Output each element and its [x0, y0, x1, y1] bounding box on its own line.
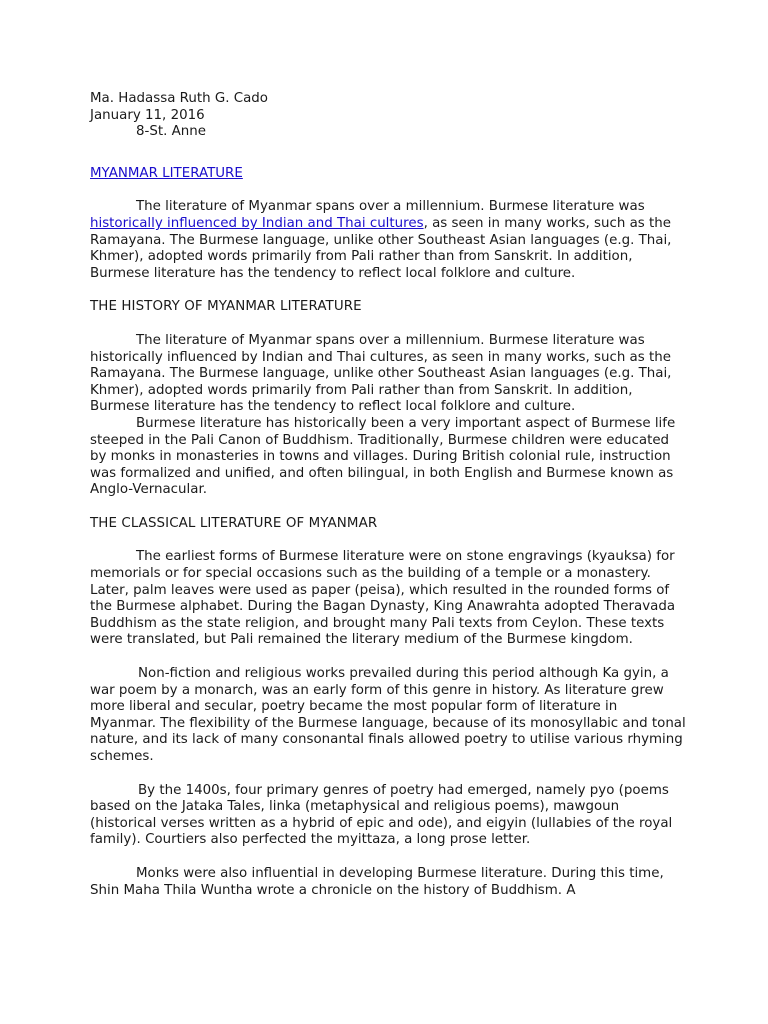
history-paragraph-1: The literature of Myanmar spans over a millennium. Burmese literature was historically influenced by Indian and Thai cultures, as seen in many works, such as the Ramayana. The Burmese language, unlike other Southeast Asian languages (e.g. Thai, Khmer), adopted words primarily from Pali rather than from Sanskrit. In addition, Burmese literature has the tendency to reflect local folklore and culture. [90, 332, 672, 415]
classical-heading: THE CLASSICAL LITERATURE OF MYANMAR [90, 515, 378, 531]
document-title-link[interactable]: MYANMAR LITERATURE [90, 165, 243, 181]
document-date: January 11, 2016 [90, 107, 205, 123]
intro-paragraph [90, 199, 686, 282]
intro-text-2: , as seen in many works, such as the Ramayana. The Burmese language, unlike other Southeast Asian languages (e.g. Thai, Khmer), adopted words primarily from Pali rather than from Sanskrit. In addition, Burmese literature has the tendency to reflect local folklore and culture. [90, 215, 672, 281]
header-block [90, 91, 686, 141]
cultures-link[interactable]: historically influenced by Indian and Thai cultures [90, 215, 424, 231]
class-section: 8-St. Anne [136, 124, 206, 140]
classical-paragraph-1: The earliest forms of Burmese literature were on stone engravings (kyauksa) for memorials or for special occasions such as the building of a temple or a monastery. Later, palm leaves were used as paper (peisa), which resulted in the rounded forms of the Burmese alphabet. During the Bagan Dynasty, King Anawrahta adopted Theravada Buddhism as the state religion, and brought many Pali texts from Ceylon. These texts were translated, but Pali remained the literary medium of the Burmese kingdom. [90, 549, 676, 648]
history-heading: THE HISTORY OF MYANMAR LITERATURE [90, 299, 362, 315]
classical-paragraph-2: Non-fiction and religious works prevailed during this period although Ka gyin, a war poem by a monarch, was an early form of this genre in history. As literature grew more liberal and secular, poetry became the most popular form of literature in Myanmar. The flexibility of the Burmese language, because of its monosyllabic and tonal nature, and its lack of many consonantal finals allowed poetry to utilise various rhyming schemes. [90, 666, 686, 764]
classical-paragraph-3: By the 1400s, four primary genres of poetry had emerged, namely pyo (poems based on the Jataka Tales, linka (metaphysical and religious poems), mawgoun (historical verses written as a hybrid of epic and ode), and eigyin (lullabies of the royal family). Courtiers also perfected the myittaza, a long prose letter. [90, 782, 673, 848]
author-name: Ma. Hadassa Ruth G. Cado [90, 91, 268, 106]
intro-text-1: The literature of Myanmar spans over a millennium. Burmese literature was [136, 199, 645, 215]
document-page [90, 91, 686, 899]
history-paragraph-2: Burmese literature has historically been a very important aspect of Burmese life steeped in the Pali Canon of Buddhism. Traditionally, Burmese children were educated by monks in monasteries in towns and villages. During British colonial rule, instruction was formalized and unified, and often bilingual, in both English and Burmese known as Anglo-Vernacular. [90, 415, 676, 498]
classical-paragraph-4: Monks were also influential in developing Burmese literature. During this time, Shin Maha Thila Wuntha wrote a chronicle on the history of Buddhism. A [90, 865, 664, 898]
